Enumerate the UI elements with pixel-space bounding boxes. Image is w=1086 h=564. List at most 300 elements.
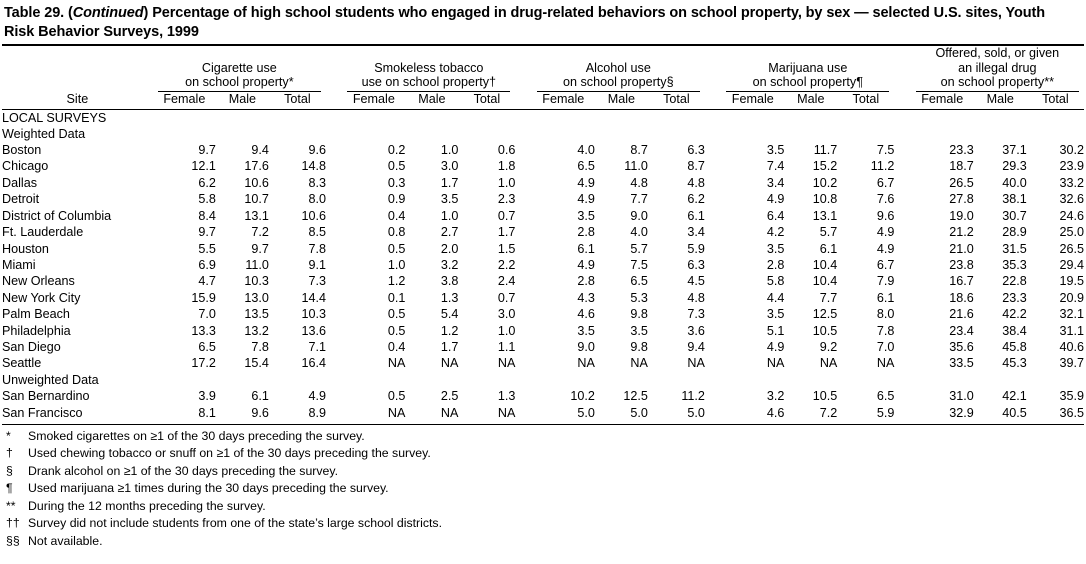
cell-total: 9.4 — [687, 340, 705, 355]
section-label: Weighted Data — [2, 126, 86, 141]
cell-value: 4.9 — [766, 340, 785, 355]
cell-value: 10.2 — [812, 175, 838, 190]
table-row — [2, 208, 1084, 224]
footnote-text: During the 12 months preceding the survey. — [28, 498, 266, 513]
cell-value: NA — [387, 356, 406, 371]
table-row — [2, 290, 1084, 306]
cell-total: 7.8 — [876, 323, 895, 338]
cell-value: 3.5 — [766, 241, 785, 256]
cell-value: 4.2 — [766, 225, 785, 240]
table-row — [2, 306, 1084, 322]
cell-total: 31.1 — [1059, 323, 1084, 338]
cell-value: 1.2 — [440, 323, 459, 338]
cell-total: NA — [876, 356, 895, 371]
site-name: New York City — [2, 290, 81, 305]
cell-value: 38.1 — [1002, 192, 1027, 207]
footnote — [2, 445, 1084, 462]
cell-total: 11.2 — [681, 389, 705, 404]
cell-total: 19.5 — [1059, 274, 1084, 289]
cell-total: 1.8 — [497, 159, 516, 174]
cell-value: 6.4 — [766, 208, 785, 223]
footnote-text: Used marijuana ≥1 times during the 30 days preceding the survey. — [28, 481, 389, 496]
cell-value: 3.9 — [198, 389, 216, 404]
cell-value: 2.8 — [577, 274, 595, 289]
table-row — [2, 257, 1084, 273]
cell-value: 10.3 — [244, 274, 269, 289]
cell-value: 0.5 — [387, 159, 406, 174]
footnote-text: Survey did not include students from one of the state’s large school districts. — [28, 516, 442, 531]
group-header-illegal-drug: Offered, sold, or given an illegal drug on school property** — [911, 46, 1084, 91]
cell-value: 7.2 — [251, 225, 269, 240]
cell-value: 5.0 — [577, 405, 595, 420]
cell-value: 3.5 — [577, 208, 595, 223]
cell-value: 27.8 — [949, 192, 974, 207]
cell-total: 14.4 — [301, 290, 326, 305]
cell-value: 12.5 — [623, 389, 648, 404]
cell-total: 6.3 — [687, 257, 705, 272]
table-row — [2, 241, 1084, 257]
column-header-marijuana-male: Male — [797, 91, 825, 106]
cell-total: 29.4 — [1059, 257, 1084, 272]
site-name: District of Columbia — [2, 208, 112, 223]
cell-value: 10.8 — [812, 192, 838, 207]
cell-value: 23.3 — [1002, 290, 1027, 305]
cell-total: 10.6 — [301, 208, 326, 223]
cell-total: 35.9 — [1059, 389, 1084, 404]
cell-value: 35.3 — [1002, 257, 1027, 272]
cell-value: 6.5 — [198, 340, 216, 355]
cell-total: 26.5 — [1059, 241, 1084, 256]
cell-value: 3.5 — [577, 323, 595, 338]
cell-value: 0.5 — [387, 389, 406, 404]
site-name: San Diego — [2, 340, 61, 355]
table-body — [2, 110, 1084, 421]
cell-value: 2.8 — [577, 225, 595, 240]
cell-total: NA — [497, 356, 516, 371]
cell-total: NA — [497, 405, 516, 420]
cell-value: 23.3 — [949, 142, 974, 157]
column-header-alcohol-female: Female — [542, 91, 585, 106]
cell-total: 6.1 — [687, 208, 705, 223]
table-row — [2, 224, 1084, 240]
cell-total: 4.9 — [876, 225, 895, 240]
group-header-alcohol: Alcohol use on school property§ — [532, 46, 705, 91]
cell-value: 7.7 — [630, 192, 648, 207]
cell-value: 0.5 — [387, 307, 406, 322]
cell-total: 7.6 — [876, 192, 895, 207]
cell-total: 5.0 — [687, 405, 705, 420]
cell-total: 6.5 — [876, 389, 895, 404]
cell-value: 12.5 — [812, 307, 838, 322]
cell-value: 4.9 — [577, 192, 595, 207]
cell-value: 32.9 — [949, 405, 974, 420]
cell-value: 9.0 — [577, 340, 595, 355]
cell-total: 7.1 — [308, 340, 326, 355]
cell-value: 10.5 — [812, 323, 838, 338]
cell-value: 8.4 — [198, 208, 216, 223]
cell-total: 3.4 — [687, 225, 705, 240]
cell-value: NA — [387, 405, 406, 420]
cell-value: 9.7 — [251, 241, 269, 256]
drug-behaviors-table-body — [2, 110, 1084, 421]
cell-total: 20.9 — [1059, 290, 1084, 305]
cell-total: 39.7 — [1059, 356, 1084, 371]
cell-total: 32.6 — [1059, 192, 1084, 207]
footnote-text: Smoked cigarettes on ≥1 of the 30 days preceding the survey. — [28, 428, 365, 443]
cell-value: 6.9 — [198, 257, 216, 272]
cell-value: 3.2 — [440, 257, 459, 272]
footnote — [2, 498, 1084, 515]
cell-value: 1.0 — [440, 142, 459, 157]
cell-value: 0.5 — [387, 323, 406, 338]
cell-value: 6.1 — [819, 241, 838, 256]
cell-value: 4.9 — [577, 175, 595, 190]
cell-value: 6.2 — [198, 175, 216, 190]
cell-value: NA — [630, 356, 648, 371]
cell-total: 2.3 — [497, 192, 516, 207]
cell-value: 0.1 — [387, 290, 406, 305]
cell-total: 4.8 — [687, 290, 705, 305]
body-rule — [2, 424, 1084, 425]
column-header-illegaldrug-female: Female — [921, 91, 964, 106]
cell-total: 6.3 — [687, 142, 705, 157]
cell-value: 4.9 — [577, 257, 595, 272]
site-name: Miami — [2, 257, 36, 272]
cell-value: 9.8 — [630, 307, 648, 322]
cell-value: 12.1 — [191, 159, 216, 174]
cell-value: 6.1 — [577, 241, 595, 256]
cell-value: 5.7 — [630, 241, 648, 256]
site-name: Ft. Lauderdale — [2, 225, 84, 240]
cell-value: 3.8 — [440, 274, 459, 289]
cell-total: 6.7 — [876, 257, 895, 272]
cell-value: 0.3 — [387, 175, 406, 190]
column-header-site: Site — [66, 91, 89, 106]
cell-value: 3.5 — [766, 142, 785, 157]
site-name: Dallas — [2, 175, 37, 190]
header-subhead-row — [2, 92, 1084, 106]
cell-value: 7.8 — [251, 340, 269, 355]
table-section-row — [2, 372, 1084, 388]
cell-value: 45.8 — [1002, 340, 1027, 355]
cell-value: 21.2 — [949, 225, 974, 240]
table-row — [2, 323, 1084, 339]
group-header-smokeless: Smokeless tobacco use on school property† — [342, 46, 515, 91]
cell-value: 28.9 — [1002, 225, 1027, 240]
cell-value: 9.6 — [251, 405, 269, 420]
cell-value: 29.3 — [1002, 159, 1027, 174]
cell-value: 40.0 — [1002, 175, 1027, 190]
cell-total: 1.0 — [497, 323, 516, 338]
cell-value: 11.7 — [813, 142, 838, 157]
site-name: New Orleans — [2, 274, 75, 289]
cell-value: 35.6 — [949, 340, 974, 355]
footnote-marker: * — [6, 428, 11, 443]
column-header-marijuana-female: Female — [731, 91, 774, 106]
cell-value: 5.0 — [630, 405, 648, 420]
cell-value: 23.8 — [949, 257, 974, 272]
cell-value: 13.5 — [244, 307, 269, 322]
cell-value: 3.0 — [440, 159, 459, 174]
footnote — [2, 480, 1084, 497]
group-header-cigarette: Cigarette use on school property* — [153, 46, 326, 91]
cell-value: 15.9 — [191, 290, 216, 305]
cell-value: 9.7 — [198, 225, 216, 240]
cell-total: 6.2 — [687, 192, 705, 207]
cell-value: 16.7 — [949, 274, 974, 289]
cell-value: 4.9 — [766, 192, 785, 207]
cell-value: 7.2 — [819, 405, 838, 420]
site-name: Chicago — [2, 159, 49, 174]
footnote — [2, 428, 1084, 445]
cell-total: 30.2 — [1059, 142, 1084, 157]
cell-value: 1.0 — [387, 257, 406, 272]
table-row — [2, 405, 1084, 421]
cell-value: 10.5 — [812, 389, 838, 404]
column-header-smokeless-male: Male — [418, 91, 446, 106]
cell-total: 10.3 — [301, 307, 326, 322]
cell-value: 42.1 — [1002, 389, 1027, 404]
cell-value: 33.5 — [949, 356, 974, 371]
cell-value: 18.7 — [949, 159, 974, 174]
cell-total: 25.0 — [1059, 225, 1084, 240]
cell-value: 40.5 — [1002, 405, 1027, 420]
site-name: Seattle — [2, 356, 42, 371]
cell-total: 24.6 — [1059, 208, 1084, 223]
table-row — [2, 142, 1084, 158]
cell-value: 6.1 — [251, 389, 269, 404]
cell-value: 45.3 — [1002, 356, 1027, 371]
cell-total: 8.5 — [308, 225, 326, 240]
cell-value: 23.4 — [949, 323, 974, 338]
cell-total: 7.5 — [876, 142, 895, 157]
cell-total: 1.7 — [497, 225, 516, 240]
footnote-text: Not available. — [28, 533, 103, 548]
cell-total: 5.9 — [687, 241, 705, 256]
footnote-text: Used chewing tobacco or snuff on ≥1 of the 30 days preceding the survey. — [28, 446, 431, 461]
header-group-row — [2, 46, 1084, 91]
footnote-marker: ¶ — [6, 481, 13, 496]
cell-value: NA — [440, 405, 459, 420]
cell-value: 4.6 — [577, 307, 595, 322]
site-name: San Francisco — [2, 405, 83, 420]
cell-value: 0.5 — [387, 241, 406, 256]
cell-total: 4.9 — [308, 389, 326, 404]
cell-total: 32.1 — [1059, 307, 1084, 322]
cell-total: 33.2 — [1059, 175, 1084, 190]
cell-total: 16.4 — [301, 356, 326, 371]
cell-value: 4.3 — [577, 290, 595, 305]
cell-total: 3.6 — [687, 323, 705, 338]
cell-total: 8.3 — [308, 175, 326, 190]
cell-total: 9.6 — [308, 142, 326, 157]
cell-value: 4.7 — [198, 274, 216, 289]
column-header-alcohol-male: Male — [607, 91, 635, 106]
cell-value: 3.5 — [630, 323, 648, 338]
table-row — [2, 339, 1084, 355]
cell-value: 9.4 — [251, 142, 269, 157]
footnote-marker: †† — [6, 516, 20, 531]
cell-value: 1.3 — [440, 290, 459, 305]
table-row — [2, 175, 1084, 191]
table-section-row — [2, 126, 1084, 142]
cell-total: 23.9 — [1059, 159, 1084, 174]
footnote-marker: § — [6, 463, 13, 478]
cell-value: 0.4 — [387, 208, 406, 223]
cell-value: 5.4 — [440, 307, 459, 322]
cell-total: 1.3 — [497, 389, 516, 404]
cell-value: 5.5 — [198, 241, 216, 256]
cell-value: 21.6 — [949, 307, 974, 322]
cell-value: 1.2 — [387, 274, 406, 289]
cell-value: 0.4 — [387, 340, 406, 355]
cell-value: 37.1 — [1002, 142, 1027, 157]
column-header-marijuana-total: Total — [852, 91, 880, 106]
table-row — [2, 191, 1084, 207]
section-label: LOCAL SURVEYS — [2, 110, 107, 125]
cell-value: 3.5 — [766, 307, 785, 322]
cell-value: NA — [577, 356, 595, 371]
column-header-smokeless-total: Total — [473, 91, 501, 106]
column-header-illegaldrug-total: Total — [1042, 91, 1069, 106]
site-name: Detroit — [2, 192, 40, 207]
cell-value: 3.5 — [440, 192, 459, 207]
cell-total: 4.9 — [876, 241, 895, 256]
column-header-illegaldrug-male: Male — [986, 91, 1014, 106]
cell-total: 1.0 — [497, 175, 516, 190]
cell-total: 1.1 — [497, 340, 516, 355]
cell-value: 2.7 — [440, 225, 459, 240]
cell-total: 7.3 — [308, 274, 326, 289]
column-header-alcohol-total: Total — [663, 91, 690, 106]
cell-value: 17.6 — [244, 159, 269, 174]
cell-value: 17.2 — [191, 356, 216, 371]
cell-value: 30.7 — [1002, 208, 1027, 223]
title-suffix: ) Percentage of high school students who engaged in drug-related behaviors on school property, by sex — selected U.S. sites, Youth Risk Behavior Surveys, 1999 — [4, 5, 1046, 40]
cell-value: 13.0 — [244, 290, 269, 305]
cell-value: 19.0 — [949, 208, 974, 223]
cell-value: 10.2 — [570, 389, 595, 404]
cell-value: 9.2 — [819, 340, 838, 355]
footnote — [2, 533, 1084, 550]
cell-value: 2.8 — [766, 257, 785, 272]
site-name: Boston — [2, 142, 42, 157]
cell-total: 2.4 — [497, 274, 516, 289]
group-header-marijuana: Marijuana use on school property¶ — [721, 46, 894, 91]
cell-value: 31.0 — [949, 389, 974, 404]
cell-total: 7.8 — [308, 241, 326, 256]
cell-value: 4.0 — [630, 225, 648, 240]
column-header-cigarette-male: Male — [228, 91, 257, 106]
cell-value: 1.0 — [440, 208, 459, 223]
cell-value: NA — [819, 356, 838, 371]
table-row — [2, 388, 1084, 404]
cell-total: 8.0 — [308, 192, 326, 207]
cell-value: 13.1 — [812, 208, 838, 223]
title-continued: Continued — [72, 5, 144, 21]
cell-value: 1.7 — [440, 340, 459, 355]
cell-total: 0.7 — [497, 290, 516, 305]
site-name: Philadelphia — [2, 323, 71, 338]
cell-total: 2.2 — [497, 257, 516, 272]
cell-value: 15.2 — [812, 159, 838, 174]
cell-total: 4.5 — [687, 274, 705, 289]
cell-value: 5.8 — [766, 274, 785, 289]
cell-total: 9.6 — [876, 208, 895, 223]
cell-value: 4.8 — [630, 175, 648, 190]
cell-value: 4.0 — [577, 142, 595, 157]
cell-total: 13.6 — [301, 323, 326, 338]
cell-total: 7.9 — [876, 274, 895, 289]
cell-value: 0.8 — [387, 225, 406, 240]
cell-total: NA — [687, 356, 705, 371]
cell-value: 21.0 — [949, 241, 974, 256]
cell-value: 11.0 — [245, 257, 269, 272]
cell-value: 8.1 — [198, 405, 216, 420]
cell-total: 1.5 — [497, 241, 516, 256]
cell-value: 2.5 — [440, 389, 459, 404]
footnote-text: Drank alcohol on ≥1 of the 30 days preceding the survey. — [28, 463, 339, 478]
site-name: Houston — [2, 241, 49, 256]
cell-value: 13.2 — [244, 323, 269, 338]
cell-value: 3.2 — [766, 389, 785, 404]
cell-value: 7.5 — [630, 257, 648, 272]
cell-total: 0.7 — [497, 208, 516, 223]
cell-total: 6.1 — [876, 290, 895, 305]
cell-value: 10.6 — [244, 175, 269, 190]
footnote — [2, 463, 1084, 480]
cell-value: 9.0 — [630, 208, 648, 223]
cell-value: 31.5 — [1002, 241, 1027, 256]
cell-value: 10.4 — [812, 274, 838, 289]
cell-value: NA — [766, 356, 785, 371]
cell-value: 9.7 — [198, 142, 216, 157]
footnote — [2, 515, 1084, 532]
cell-total: 40.6 — [1059, 340, 1084, 355]
cell-value: 8.7 — [630, 142, 648, 157]
cell-total: 9.1 — [308, 257, 326, 272]
title-prefix: Table 29. ( — [4, 5, 73, 21]
cell-total: 0.6 — [497, 142, 516, 157]
cell-value: 42.2 — [1002, 307, 1027, 322]
cell-value: 38.4 — [1002, 323, 1027, 338]
cell-value: 22.8 — [1002, 274, 1027, 289]
table-row — [2, 355, 1084, 371]
site-name: San Bernardino — [2, 389, 90, 404]
cell-value: 3.4 — [766, 175, 785, 190]
cell-value: 7.7 — [819, 290, 838, 305]
cell-total: 4.8 — [687, 175, 705, 190]
column-header-smokeless-female: Female — [352, 91, 395, 106]
cell-value: 10.4 — [812, 257, 838, 272]
cell-total: 7.3 — [687, 307, 705, 322]
cell-total: 36.5 — [1059, 405, 1084, 420]
column-header-cigarette-total: Total — [284, 91, 311, 106]
footnote-marker: † — [6, 446, 13, 461]
cell-value: 11.0 — [624, 159, 648, 174]
cell-value: 6.5 — [577, 159, 595, 174]
cell-total: 3.0 — [497, 307, 516, 322]
cell-value: 26.5 — [949, 175, 974, 190]
cell-total: 5.9 — [876, 405, 895, 420]
cell-total: 6.7 — [876, 175, 895, 190]
cell-value: 15.4 — [244, 356, 269, 371]
cell-total: 8.7 — [687, 159, 705, 174]
cell-value: 5.1 — [766, 323, 785, 338]
site-name: Palm Beach — [2, 307, 70, 322]
footnote-marker: ** — [6, 498, 16, 513]
footnotes — [2, 428, 1084, 550]
